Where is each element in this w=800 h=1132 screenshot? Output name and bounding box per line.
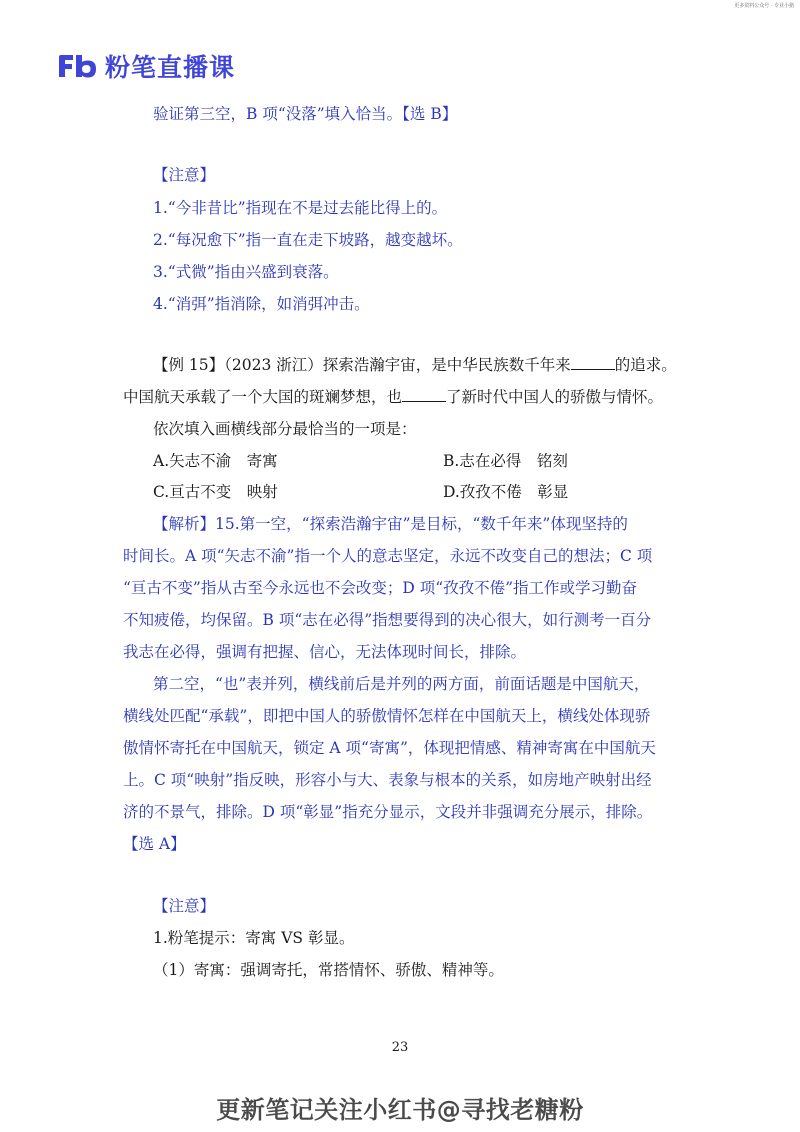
option-b: B.志在必得 铭刻 [443, 452, 568, 470]
note1-item-4: 4.“消弭”指消除，如消弭冲击。 [153, 295, 370, 313]
question-line-2: 中国航天承载了一个大国的斑斓梦想，也 了新时代中国人的骄傲与情怀。 [123, 388, 664, 406]
page-number: 23 [391, 1040, 409, 1055]
explain-line-3: “亘古不变”指从古至今永远也不会改变；D 项“孜孜不倦”指工作或学习勤奋 [123, 579, 638, 597]
brand-name: 粉笔直播课 [105, 53, 236, 82]
blank-2 [402, 387, 446, 402]
note2-item-1: 1.粉笔提示：寄寓 VS 彰显。 [153, 929, 355, 947]
option-c: C.亘古不变 映射 [153, 483, 278, 501]
explain-line-5: 我志在必得，强调有把握、信心，无法体现时间长，排除。 [123, 643, 527, 661]
top-note: 更多资料公众号 · 专业小猪 [734, 3, 794, 9]
note2-item-2: （1）寄寓：强调寄托，常搭情怀、骄傲、精神等。 [153, 961, 504, 979]
answer-label: 【选 A】 [123, 835, 186, 853]
question-line-1: 【例 15】（2023 浙江）探索浩瀚宇宙，是中华民族数千年来 的追求。 [153, 356, 677, 374]
explain-line-2: 时间长。A 项“矢志不渝”指一个人的意志坚定，永远不改变自己的想法；C 项 [123, 547, 653, 565]
explain-line-7: 横线处匹配“承载”，即把中国人的骄傲情怀怎样在中国航天上，横线处体现骄 [123, 707, 651, 725]
note1-item-1: 1.“今非昔比”指现在不是过去能比得上的。 [153, 199, 448, 217]
fb-logo-icon [57, 53, 99, 79]
explain-line-6: 第二空，“也”表并列，横线前后是并列的两方面，前面话题是中国航天， [153, 675, 650, 693]
blank-1 [571, 355, 615, 370]
note2-title: 【注意】 [153, 897, 216, 915]
option-a: A.矢志不渝 寄寓 [153, 452, 278, 470]
explain-line-1: 【解析】15.第一空，“探索浩瀚宇宙”是目标，“数千年来”体现坚持的 [153, 515, 628, 533]
explain-line-10: 济的不景气，排除。D 项“彰显”指充分显示，文段并非强调充分展示，排除。 [123, 803, 653, 821]
note1-item-2: 2.“每况愈下”指一直在走下坡路，越变越坏。 [153, 231, 463, 249]
option-d: D.孜孜不倦 彰显 [443, 483, 569, 501]
note1-title: 【注意】 [153, 166, 216, 184]
footer-watermark: 更新笔记关注小红书@寻找老糖粉 [216, 1096, 584, 1124]
verify-line: 验证第三空，B 项“没落”填入恰当。【选 B】 [153, 105, 458, 123]
brand-logo [57, 50, 235, 82]
note1-item-3: 3.“式微”指由兴盛到衰落。 [153, 263, 339, 281]
explain-line-9: 上。C 项“映射”指反映，形容小与大、表象与根本的关系，如房地产映射出经 [123, 771, 652, 789]
question-line-3: 依次填入画横线部分最恰当的一项是： [153, 420, 417, 438]
explain-line-4: 不知疲倦，均保留。B 项“志在必得”指想要得到的决心很大，如行测考一百分 [123, 611, 652, 629]
explain-line-8: 傲情怀寄托在中国航天，锁定 A 项“寄寓”，体现把情感、精神寄寓在中国航天 [123, 739, 656, 757]
